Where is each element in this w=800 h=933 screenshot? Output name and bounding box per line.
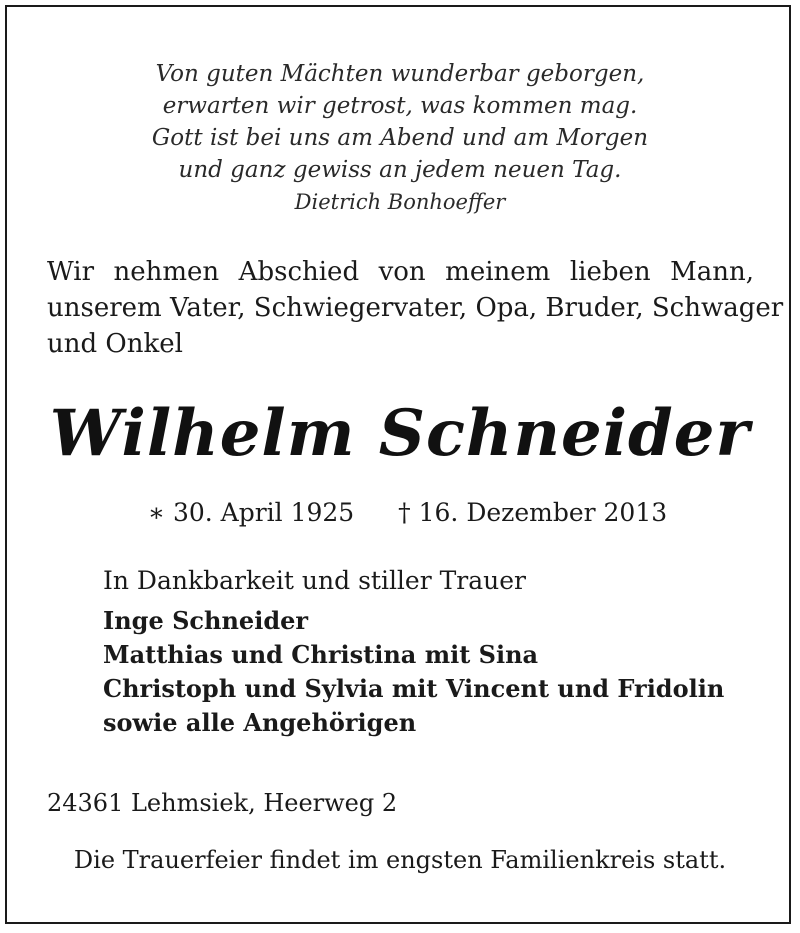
mourner-name: Matthias und Christina mit Sina <box>103 640 539 669</box>
poem-line: Gott ist bei uns am Abend und am Morgen <box>151 125 649 151</box>
intro-line: unserem Vater, Schwiegervater, Opa, Bruder, Schwager <box>47 293 784 323</box>
intro-line: Wir nehmen Abschied von meinem lieben Mann, <box>47 257 754 287</box>
poem-line: und ganz gewiss an jedem neuen Tag. <box>178 157 622 183</box>
poem-line: Von guten Mächten wunderbar geborgen, <box>155 61 645 87</box>
mourner-name: sowie alle Angehörigen <box>103 708 417 737</box>
poem-line: erwarten wir getrost, was kommen mag. <box>162 93 638 119</box>
deceased-name: Wilhelm Schneider <box>49 396 751 471</box>
death-date: † 16. Dezember 2013 <box>398 498 668 527</box>
intro-line: und Onkel <box>47 329 183 359</box>
mourner-name: Inge Schneider <box>103 606 309 635</box>
funeral-notice: Die Trauerfeier findet im engsten Familienkreis statt. <box>73 846 727 874</box>
family-address: 24361 Lehmsiek, Heerweg 2 <box>47 789 398 817</box>
poem-author: Dietrich Bonhoeffer <box>294 190 506 214</box>
life-dates <box>148 496 667 530</box>
mourning-phrase: In Dankbarkeit und stiller Trauer <box>103 566 526 595</box>
mourner-name: Christoph und Sylvia mit Vincent und Fridolin <box>103 674 725 703</box>
mourners-list <box>103 604 724 740</box>
intro-text <box>47 254 784 362</box>
birth-date: ∗ 30. April 1925 <box>148 498 355 527</box>
poem-quote <box>0 58 800 186</box>
